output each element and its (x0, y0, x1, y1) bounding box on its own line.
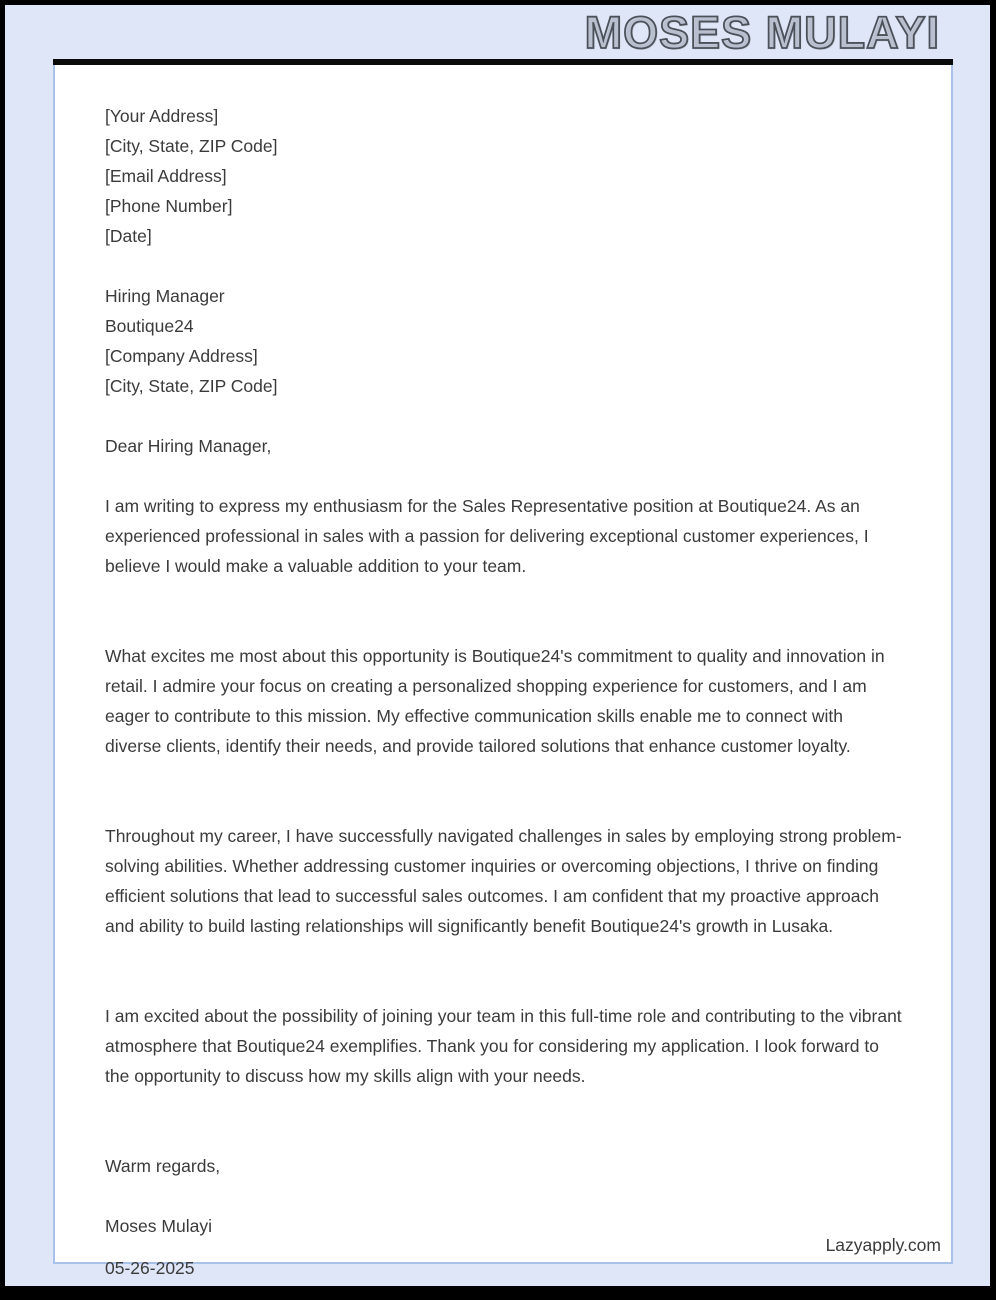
closing: Warm regards, (105, 1156, 221, 1176)
sender-address-line: [Phone Number] (105, 196, 233, 216)
recipient-line: [Company Address] (105, 346, 258, 366)
letter-date: 05-26-2025 (105, 1258, 195, 1278)
recipient-line: [City, State, ZIP Code] (105, 376, 278, 396)
letter-page (53, 65, 953, 1278)
recipient-line: Hiring Manager (105, 286, 225, 306)
watermark-text: Lazyapply.com (825, 1235, 941, 1255)
sender-address-line: [Date] (105, 226, 152, 246)
recipient-block (105, 281, 903, 401)
body-paragraph-3: Throughout my career, I have successfully navigated challenges in sales by employing strong problem-solving abilities. Whether addressing customer inquiries or overcoming objections, I thrive on finding efficient solutions that lead to successful sales outcomes. I am confident that my proactive approach and ability to build lasting relationships will significantly benefit Boutique24's growth in Lusaka. (105, 826, 902, 936)
sender-address-line: [Your Address] (105, 106, 219, 126)
body-paragraph-2: What excites me most about this opportunity is Boutique24's commitment to quality and innovation in retail. I admire your focus on creating a personalized shopping experience for customers, and I am eager to contribute to this mission. My effective communication skills enable me to connect with diverse clients, identify their needs, and provide tailored solutions that enhance customer loyalty. (105, 646, 885, 756)
sender-address-line: [City, State, ZIP Code] (105, 136, 278, 156)
sender-address-block (105, 101, 903, 251)
salutation: Dear Hiring Manager, (105, 436, 272, 456)
recipient-line: Boutique24 (105, 316, 194, 336)
sender-address-line: [Email Address] (105, 166, 227, 186)
signature-name: Moses Mulayi (105, 1216, 212, 1236)
body-paragraph-1: I am writing to express my enthusiasm for the Sales Representative position at Boutique24. As an experienced professional in sales with a passion for delivering exceptional customer experiences, I believe I would make a valuable addition to your team. (105, 496, 869, 576)
body-paragraph-4: I am excited about the possibility of joining your team in this full-time role and contributing to the vibrant atmosphere that Boutique24 exemplifies. Thank you for considering my application. I look forward to the opportunity to discuss how my skills align with your needs. (105, 1006, 902, 1086)
header-name: MOSES MULAYI (584, 7, 940, 58)
document-canvas (5, 5, 990, 1286)
